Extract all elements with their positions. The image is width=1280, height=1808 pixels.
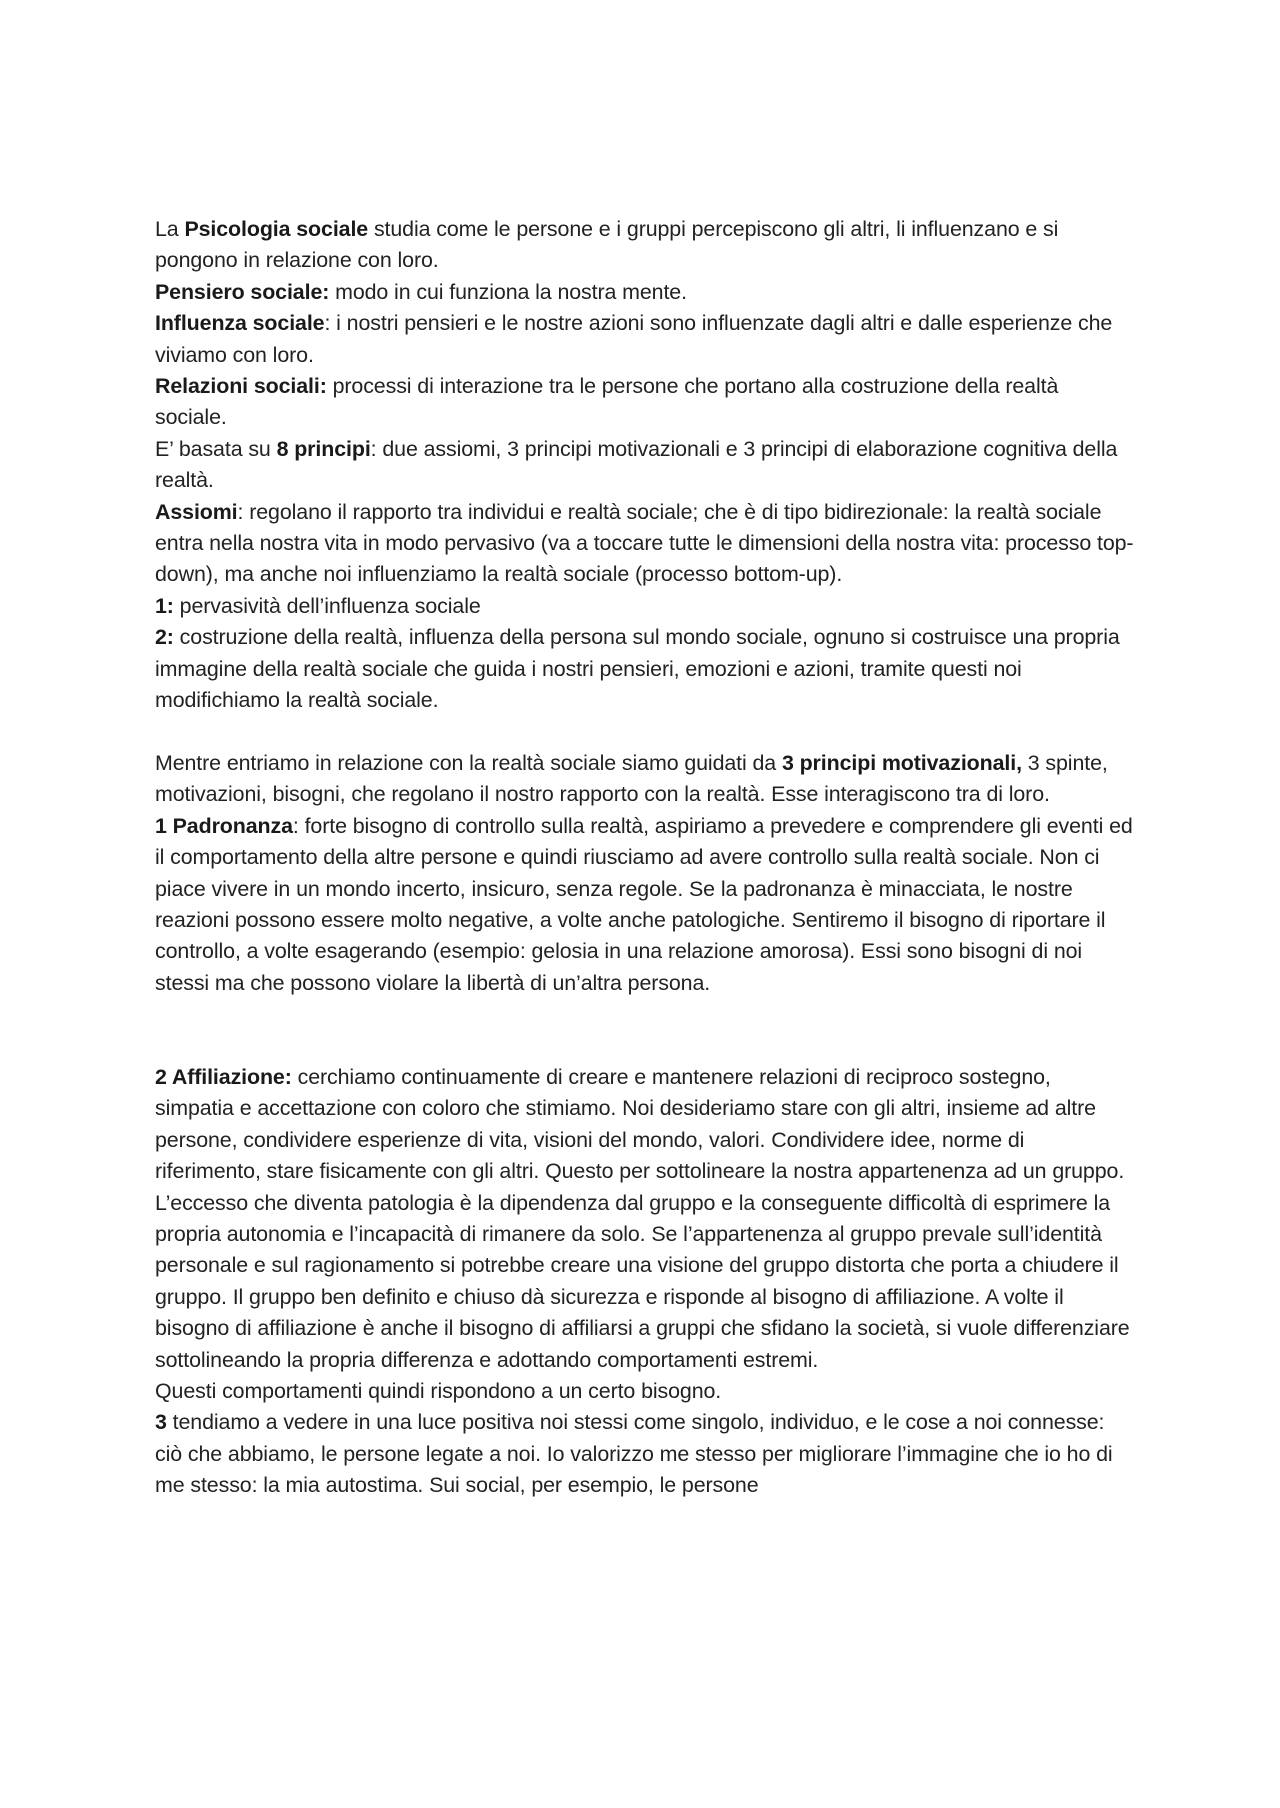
paragraph-assioma-2: 2: costruzione della realtà, influenza della persona sul mondo sociale, ognuno si costruisce una propria immagine della realtà sociale che guida i nostri pensieri, emozioni e azioni, tramite questi noi modifichiamo la realtà sociale. bbox=[155, 625, 1120, 713]
paragraph-comportamenti: Questi comportamenti quindi rispondono a un certo bisogno. bbox=[155, 1379, 722, 1403]
blank-line bbox=[155, 717, 1135, 748]
paragraph-influenza-sociale: Influenza sociale: i nostri pensieri e le nostre azioni sono influenzate dagli altri e dalle esperienze che viviamo con loro. bbox=[155, 311, 1113, 367]
document-body bbox=[155, 214, 1135, 1502]
paragraph-principio-3: 3 tendiamo a vedere in una luce positiva noi stessi come singolo, individuo, e le cose a noi connesse: ciò che abbiamo, le persone legate a noi. Io valorizzo me stesso per migliorare l’immagine che io ho di me stesso: la mia autostima. Sui social, per esempio, le persone bbox=[155, 1410, 1113, 1498]
paragraph-intro: La Psicologia sociale studia come le persone e i gruppi percepiscono gli altri, li influenzano e si pongono in relazione con loro. bbox=[155, 217, 1059, 273]
paragraph-assiomi: Assiomi: regolano il rapporto tra individui e realtà sociale; che è di tipo bidirezionale: la realtà sociale entra nella nostra vita in modo pervasivo (va a toccare tutte le dimensioni della nostra vita: processo top-down), ma anche noi influenziamo la realtà sociale (processo bottom-up). bbox=[155, 499, 1134, 587]
paragraph-relazioni-sociali: Relazioni sociali: processi di interazione tra le persone che portano alla costruzione della realtà sociale. bbox=[155, 374, 1059, 430]
blank-lines bbox=[155, 999, 1135, 1062]
paragraph-padronanza: 1 Padronanza: forte bisogno di controllo sulla realtà, aspiriamo a prevedere e comprendere gli eventi ed il comportamento della altre persone e quindi riusciamo ad avere controllo sulla realtà sociale. Non ci piace vivere in un mondo incerto, insicuro, senza regole. Se la padronanza è minacciata, le nostre reazioni possono essere molto negative, a volte anche patologiche. Sentiremo il bisogno di riportare il controllo, a volte esagerando (esempio: gelosia in una relazione amorosa). Essi sono bisogni di noi stessi ma che possono violare la libertà di un’altra persona. bbox=[155, 813, 1133, 995]
paragraph-pensiero-sociale: Pensiero sociale: modo in cui funziona la nostra mente. bbox=[155, 279, 687, 304]
paragraph-principi: E’ basata su 8 principi: due assiomi, 3 principi motivazionali e 3 principi di elaborazione cognitiva della realtà. bbox=[155, 436, 1118, 493]
paragraph-assioma-1: 1: pervasività dell’influenza sociale bbox=[155, 593, 481, 618]
paragraph-principi-motivazionali: Mentre entriamo in relazione con la realtà sociale siamo guidati da 3 principi motivazionali, 3 spinte, motivazioni, bisogni, che regolano il nostro rapporto con la realtà. Esse interagiscono tra di loro. bbox=[155, 750, 1108, 807]
paragraph-affiliazione: 2 Affiliazione: cerchiamo continuamente di creare e mantenere relazioni di reciproco sostegno, simpatia e accettazione con coloro che stimiamo. Noi desideriamo stare con gli altri, insieme ad altre persone, condividere esperienze di vita, visioni del mondo, valori. Condividere idee, norme di riferimento, stare fisicamente con gli altri. Questo per sottolineare la nostra appartenenza ad un gruppo. bbox=[155, 1064, 1125, 1184]
paragraph-eccesso: L’eccesso che diventa patologia è la dipendenza dal gruppo e la conseguente difficoltà di esprimere la propria autonomia e l’incapacità di rimanere da solo. Se l’appartenenza al gruppo prevale sull’identità personale e sul ragionamento si potrebbe creare una visione del gruppo distorta che porta a chiudere il gruppo. Il gruppo ben definito e chiuso dà sicurezza e risponde al bisogno di affiliazione. A volte il bisogno di affiliazione è anche il bisogno di affiliarsi a gruppi che sfidano la società, si vuole differenziare sottolineando la propria differenza e adottando comportamenti estremi. bbox=[155, 1190, 1130, 1372]
